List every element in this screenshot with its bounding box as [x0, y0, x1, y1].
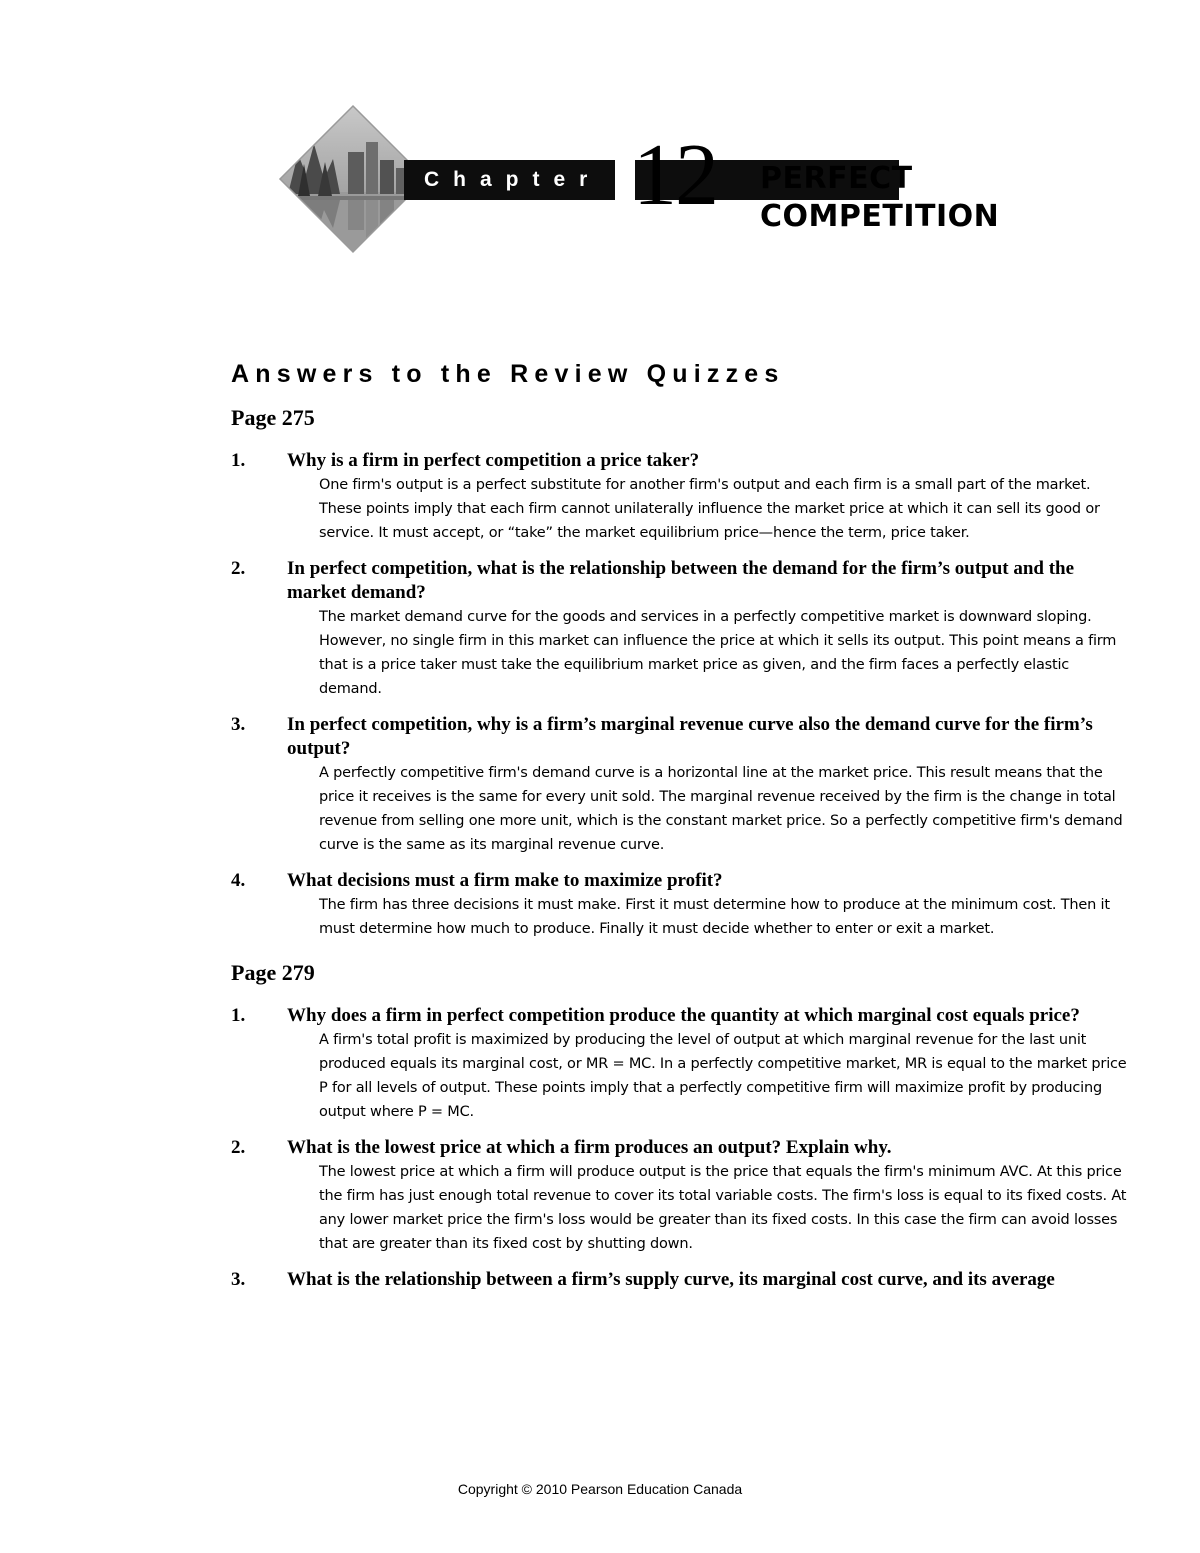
- chapter-label: Chapter: [404, 160, 899, 200]
- question-number: 1.: [231, 450, 246, 471]
- qa-item: [231, 1004, 1131, 1124]
- chapter-number-gap: [615, 148, 635, 212]
- question-number: 1.: [231, 1005, 246, 1026]
- answer: The lowest price at which a firm will produce output is the price that equals the firm's minimum AVC. At this price the firm has just enough total revenue to cover its total variable costs. The firm's loss is equal to its fixed costs. At any lower market price the firm's loss would be greater than its fixed costs. In this case the firm can avoid losses that are greater than its fixed cost by shutting down.: [319, 1164, 1127, 1252]
- question-number: 3.: [231, 1269, 246, 1290]
- chapter-number: 12: [633, 127, 717, 224]
- question-number: 2.: [231, 558, 246, 579]
- question: Why does a firm in perfect competition produce the quantity at which marginal cost equals price?: [287, 1005, 1080, 1026]
- answer: A perfectly competitive firm's demand curve is a horizontal line at the market price. This result means that the price it receives is the same for every unit sold. The marginal revenue received by the firm is the change in total revenue from selling one more unit, which is the constant market price. So a perfectly competitive firm's demand curve is the same as its marginal revenue curve.: [319, 765, 1123, 853]
- qa-item: [231, 713, 1131, 857]
- question-number: 2.: [231, 1137, 246, 1158]
- question-number: 4.: [231, 870, 246, 891]
- answer: A firm's total profit is maximized by producing the level of output at which marginal revenue for the last unit produced equals its marginal cost, or MR = MC. In a perfectly competitive market, MR is equal to the market price P for all levels of output. These points imply that a perfectly competitive firm will maximize profit by producing output where P = MC.: [319, 1032, 1127, 1120]
- qa-item: [231, 449, 1131, 545]
- chapter-title-line1: PERFECT: [760, 161, 913, 196]
- answer: The firm has three decisions it must make. First it must determine how to produce at the minimum cost. Then it must determine how much to produce. Finally it must decide whether to enter or exit a market.: [319, 897, 1110, 937]
- question: Why is a firm in perfect competition a price taker?: [287, 450, 700, 471]
- question: In perfect competition, what is the relationship between the demand for the firm’s output and the market demand?: [287, 558, 1075, 603]
- qa-item: [231, 1136, 1131, 1256]
- answer: The market demand curve for the goods and services in a perfectly competitive market is downward sloping. However, no single firm in this market can influence the price at which it sells its output. This point means a firm that is a price taker must take the equilibrium market price as given, and the firm faces a perfectly elastic demand.: [319, 609, 1117, 697]
- review-answers: [231, 398, 1131, 1304]
- page-section-275: [231, 398, 1131, 941]
- page-label: Page 275: [231, 405, 315, 430]
- page-section-279: [231, 953, 1131, 1292]
- chapter-title-line2: COMPETITION: [760, 199, 1000, 234]
- question: What decisions must a firm make to maximize profit?: [287, 870, 723, 891]
- question: What is the lowest price at which a firm produces an output? Explain why.: [287, 1137, 892, 1158]
- chapter-title: [760, 160, 999, 236]
- page-label: Page 279: [231, 960, 315, 985]
- answer: One firm's output is a perfect substitute for another firm's output and each firm is a small part of the market. These points imply that each firm cannot unilaterally influence the market price at which it can sell its good or service. It must accept, or “take” the market equilibrium price—hence the term, price taker.: [319, 477, 1100, 541]
- question: What is the relationship between a firm’s supply curve, its marginal cost curve, and its average: [287, 1269, 1055, 1290]
- copyright-footer: Copyright © 2010 Pearson Education Canada: [457, 1481, 743, 1497]
- question-number: 3.: [231, 714, 246, 735]
- section-title: Answers to the Review Quizzes: [231, 360, 785, 388]
- question: In perfect competition, why is a firm’s marginal revenue curve also the demand curve for the firm’s output?: [287, 714, 1093, 759]
- qa-item: [231, 557, 1131, 701]
- qa-item: [231, 1268, 1131, 1292]
- qa-item: [231, 869, 1131, 941]
- chapter-header: [278, 104, 1038, 254]
